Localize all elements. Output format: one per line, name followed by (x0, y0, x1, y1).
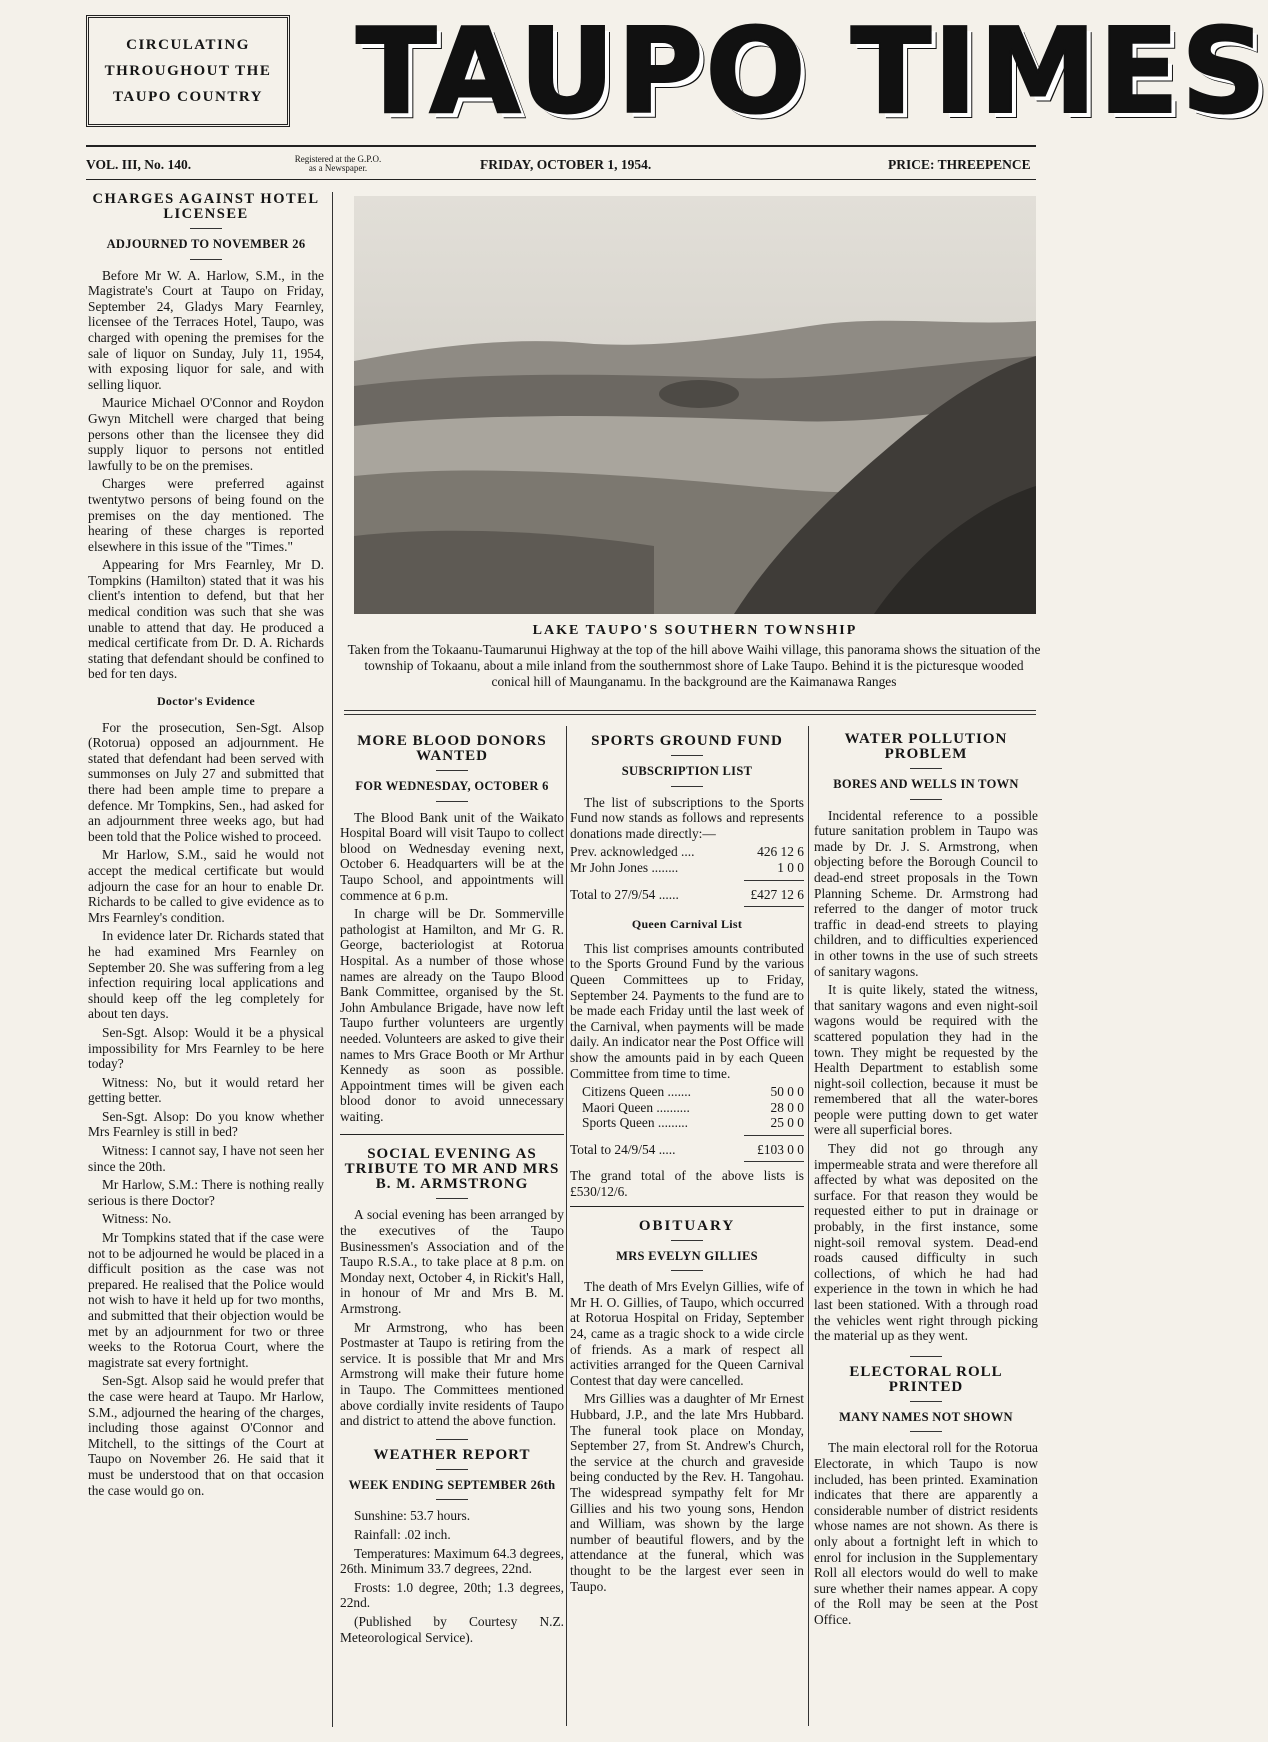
blood-donors-subheadline: FOR WEDNESDAY, OCTOBER 6 (355, 779, 549, 793)
table-row (570, 1142, 804, 1158)
charges-paragraph: Maurice Michael O'Connor and Roydon Gwyn Mitchell were charged that being persons other than the licensee they did supply liquor to persons not entitled lawfully to be on the premises. (88, 395, 324, 473)
queen-amount: 25 0 0 (770, 1115, 804, 1131)
weather-rainfall: Rainfall: .02 inch. (354, 1526, 451, 1542)
divider (910, 768, 942, 769)
divider (910, 799, 942, 800)
table-row (582, 1084, 804, 1100)
charges-paragraph: Sen-Sgt. Alsop: Would it be a physical impossibility for Mrs Fearnley to be here today? (88, 1024, 324, 1072)
divider (671, 1240, 703, 1241)
water-pollution-paragraph: It is quite likely, stated the witness, that sanitary wagons and even night-soil wagons would be required with the scattered population they had in the town. They might be requested by the Health Department to establish some night-soil collection, because it must be remembered that all the water-bores people were putting down to get water were all superficial bores. (814, 982, 1038, 1138)
obituary-subheadline: MRS EVELYN GILLIES (616, 1248, 758, 1263)
charges-paragraph: Witness: No. (102, 1211, 172, 1227)
article-charges (88, 192, 324, 1724)
column-rule (566, 726, 567, 1726)
subscription-label: Prev. acknowledged .... (570, 844, 695, 860)
table-row (570, 844, 804, 860)
table-row (570, 860, 804, 876)
charges-paragraph: Witness: No, but it would retard her getting better. (88, 1074, 324, 1106)
queen-amount: 50 0 0 (770, 1084, 804, 1100)
subscription-total (570, 887, 804, 903)
weather-report-headline: WEATHER REPORT (373, 1446, 531, 1463)
charges-paragraph: Witness: I cannot say, I have not seen her since the 20th. (88, 1143, 324, 1174)
blood-donors-headline: MORE BLOOD DONORS WANTED (357, 733, 547, 764)
table-row (582, 1100, 804, 1116)
column-water-electoral (814, 732, 1038, 1724)
total-divider (744, 880, 804, 881)
queen-carnival-paragraph: This list comprises amounts contributed to the Sports Ground Fund by the various Queen Committees up to Friday, September 24. Payments to the fund are to be made each Friday until the last week of the Carnival, when payments will be made daily. An indicator near the Post Office will show the amounts paid in by each Queen Committee from time to time. (570, 940, 804, 1081)
divider (436, 1439, 468, 1440)
obituary-headline: OBITUARY (638, 1217, 736, 1234)
registration-note (268, 155, 408, 173)
weather-temperatures: Temperatures: Maximum 64.3 degrees, 26th. Minimum 33.7 degrees, 22nd. (340, 1545, 564, 1577)
queen-table (582, 1084, 804, 1131)
section-rule (570, 1206, 804, 1207)
lake-taupo-photo (354, 196, 1036, 614)
photo-headline: LAKE TAUPO'S SOUTHERN TOWNSHIP (532, 623, 858, 638)
charges-headline: CHARGES AGAINST HOTEL LICENSEE (92, 191, 320, 222)
divider (436, 801, 468, 802)
masthead-rule-top (86, 145, 1036, 147)
water-pollution-headline: WATER POLLUTION PROBLEM (844, 731, 1008, 762)
charges-paragraph: Before Mr W. A. Harlow, S.M., in the Magistrate's Court at Taupo on Friday, September 24, Gladys Mary Fearnley, licensee of the Terraces Hotel, Taupo, was charged with opening the premises for the sale of liquor on Sunday, July 11, 1954, with exposing liquor for sale, and with selling liquor. (88, 267, 324, 392)
queen-label: Sports Queen ......... (582, 1115, 689, 1131)
charges-paragraph: Mr Harlow, S.M.: There is nothing really serious is there Doctor? (88, 1177, 324, 1208)
divider (671, 786, 703, 787)
subscription-total-label: Total to 27/9/54 ...... (570, 886, 679, 902)
dateline-rule (86, 179, 1036, 180)
obituary-paragraph: Mrs Gillies was a daughter of Mr Ernest Hubbard, J.P., and the late Mrs Hubbard. The funeral took place on Monday, September 27, from St. Andrew's Church, the service at the church and graveside being conducted by the Rev. H. Tangohau. The widespread sympathy felt for Mr Gillies and his two young sons, Hendon and William, was shown by the large number of beautiful flowers, and by the attendance at the funeral, which was thought to be the largest ever seen in Taupo. (570, 1391, 804, 1594)
column-blood-social-weather (340, 734, 564, 1724)
column-sports-obituary (570, 734, 804, 1724)
charges-paragraph: Sen-Sgt. Alsop: Do you know whether Mrs Fearnley is still in bed? (88, 1108, 324, 1140)
volume-number: VOL. III, No. 140. (86, 157, 192, 172)
electoral-roll-headline: ELECTORAL ROLL PRINTED (849, 1363, 1003, 1395)
queen-label: Citizens Queen ....... (582, 1084, 691, 1100)
masthead-title: TAUPO TIMES (356, 2, 1268, 140)
water-pollution-paragraph: They did not go through any impermeable strata and were therefore all affected by what was deposited on the surface. For that reason they would be requested either to put in drainage or probably, in the first instance, some night-soil removal system. Dead-end roads caused difficulty in such collections, of which he had had experience in the town in which he had last been stationed. With a through road the vehicles went right through picking the material up as they went. (814, 1141, 1038, 1344)
subscription-amount: 1 0 0 (777, 859, 804, 875)
blood-donors-paragraph: In charge will be Dr. Sommerville pathologist at Hamilton, and Mr G. R. George, bacteriologist at Rotorua Hospital. As a number of those whose names are already on the Taupo Blood Bank Committee, organised by the St. John Ambulance Brigade, have now left Taupo further volunteers are urgently needed. Volunteers are asked to give their names to Mrs Grace Booth or Mr Arthur Kennedy as soon as possible. Appointment times will be given each blood donor to avoid unnecessary waiting. (340, 906, 564, 1124)
divider (436, 1198, 468, 1199)
weather-credit: (Published by Courtesy N.Z. Meteorological Service). (340, 1613, 564, 1645)
sports-fund-subheadline: SUBSCRIPTION LIST (621, 764, 753, 778)
photo-caption: Taken from the Tokaanu-Taumarunui Highway at the top of the hill above Waihi village, this panorama shows the situation of the township of Tokaanu, about a mile inland from the southernmost shore of Lake Taupo. Behind it is the picturesque wooded conical hill of Maunganamu. In the background are the Kaimanawa Ranges (347, 642, 1041, 689)
sports-fund-headline: SPORTS GROUND FUND (591, 733, 783, 749)
sports-fund-intro: The list of subscriptions to the Sports Fund now stands as follows and represents donations made directly:— (570, 794, 804, 841)
obituary-paragraph: The death of Mrs Evelyn Gillies, wife of Mr H. O. Gillies, of Taupo, which occurred at Rotorua Hospital on Friday, September 24, came as a tragic shock to a wide circle of friends. As a mark of respect all activities arranged for the Queen Carnival Contest that day were cancelled. (570, 1279, 804, 1388)
section-rule (340, 1134, 564, 1135)
water-pollution-subheadline: BORES AND WELLS IN TOWN (833, 777, 1019, 791)
queen-carnival-subhead: Queen Carnival List (631, 917, 743, 932)
divider (910, 1431, 942, 1432)
blood-donors-paragraph: The Blood Bank unit of the Waikato Hospital Board will visit Taupo to collect blood on Wednesday evening next, October 6. Headquarters will be at the Taupo School, and appointments will commence at 6 p.m. (340, 809, 564, 903)
circulation-line-3: TAUPO COUNTRY (113, 88, 263, 105)
column-rule (332, 192, 333, 1727)
queen-label: Maori Queen .......... (582, 1099, 690, 1115)
subscription-amount: 426 12 6 (757, 844, 804, 860)
registration-line-2: as a Newspaper. (308, 163, 368, 173)
electoral-roll-subheadline: MANY NAMES NOT SHOWN (839, 1409, 1013, 1424)
table-row (570, 887, 804, 903)
divider (910, 1401, 942, 1402)
divider (436, 770, 468, 771)
circulation-line-2: THROUGHOUT THE (104, 62, 272, 79)
divider (910, 1356, 942, 1357)
subscription-label: Mr John Jones ........ (570, 859, 679, 875)
charges-paragraph: Mr Harlow, S.M., said he would not accept the medical certificate but would adjourn the case for an hour to enable Dr. Richards to be called to give evidence as to Mrs Fearnley's condition. (88, 847, 324, 925)
queen-amount: 28 0 0 (770, 1099, 804, 1115)
social-evening-paragraph: A social evening has been arranged by the executives of the Taupo Businessmen's Association and of the Taupo R.S.A., to take place at 8 p.m. on Monday next, October 4, in Rickit's Hall, in honour of Mr and Mrs B. M. Armstrong. (340, 1207, 564, 1317)
circulation-line-1: CIRCULATING (126, 36, 250, 53)
social-evening-headline: SOCIAL EVENING AS TRIBUTE TO MR AND MRS B. M. ARMSTRONG (344, 1146, 560, 1193)
queen-total-label: Total to 24/9/54 ..... (570, 1141, 676, 1157)
charges-paragraph: Appearing for Mrs Fearnley, Mr D. Tompkins (Hamilton) stated that it was his client's intention to defend, but that her medical condition was such that she was unable to attend that day. He produced a medical certificate from Dr. D. A. Richards stating that defendant should be confined to bed for ten days. (88, 557, 324, 682)
column-rule (808, 726, 809, 1726)
subscription-table (570, 844, 804, 875)
table-row (582, 1115, 804, 1131)
social-evening-paragraph: Mr Armstrong, who has been Postmaster at Taupo is retiring from the service. It is possible that Mr and Mrs Armstrong will make their future home in Taupo. The Committees mentioned above cordially invite residents of Taupo and district to attend the above function. (340, 1319, 564, 1429)
weather-sunshine: Sunshine: 53.7 hours. (354, 1508, 471, 1524)
registration-line-1: Registered at the G.P.O. (294, 154, 382, 164)
total-divider (744, 1135, 804, 1136)
divider (671, 1270, 703, 1271)
weather-report-subheadline: WEEK ENDING SEPTEMBER 26th (348, 1477, 556, 1492)
issue-date: FRIDAY, OCTOBER 1, 1954. (480, 157, 652, 172)
divider (436, 1469, 468, 1470)
electoral-roll-paragraph: The main electoral roll for the Rotorua Electorate, in which Taupo is now included, has been printed. Examination indicates that there are apparently a considerable number of district residents whose names are not shown. As there is only about a fortnight left in which to enrol for inclusion in the Supplementary Roll all electors would do well to make sure whether their names appear. A copy of the Roll may be seen at the Post Office. (814, 1440, 1038, 1627)
total-divider (744, 906, 804, 907)
water-pollution-paragraph: Incidental reference to a possible future sanitation problem in Taupo was made by Dr. J. S. Armstrong, when objecting before the Borough Council to dead-end street proposals in the Town Planning Scheme. Dr. Armstrong had referred to the danger of motor truck traffic in dead-end streets to playing children, and to difficulties experienced in other towns in the use of such streets of sanitary wagons. (814, 807, 1038, 979)
price: PRICE: THREEPENCE (888, 157, 1031, 172)
charges-paragraph: For the prosecution, Sen-Sgt. Alsop (Rotorua) opposed an adjournment. He stated that defendant had been served with summonses on July 27 and submitted that there had been ample time to prepare a defence. Mr Tompkins, Sen., had asked for an adjournment three weeks ago, but had been told that the Police wished to proceed. (88, 719, 324, 844)
divider (436, 1499, 468, 1500)
total-divider (744, 1161, 804, 1162)
queen-total (570, 1142, 804, 1158)
landscape-illustration (354, 196, 1036, 614)
charges-subhead-doctors-evidence: Doctor's Evidence (156, 694, 256, 709)
divider (190, 259, 222, 260)
queen-total-amount: £103 0 0 (757, 1141, 804, 1157)
grand-total: The grand total of the above lists is £530/12/6. (570, 1168, 804, 1200)
circulation-box (86, 15, 290, 127)
divider (190, 228, 222, 229)
subscription-total-amount: £427 12 6 (750, 886, 804, 902)
weather-frosts: Frosts: 1.0 degree, 20th; 1.3 degrees, 22nd. (340, 1579, 564, 1611)
charges-subheadline: ADJOURNED TO NOVEMBER 26 (106, 237, 306, 251)
charges-paragraph: Charges were preferred against twentytwo persons of being found on the premises on the day mentioned. The hearing of these charges is reported elsewhere in this issue of the "Times." (88, 476, 324, 554)
charges-paragraph: In evidence later Dr. Richards stated that he had examined Mrs Fearnley on September 20. She was suffering from a leg infection requiring local applications and should keep off the leg completely for about ten days. (88, 928, 324, 1022)
charges-paragraph: Sen-Sgt. Alsop said he would prefer that the case were heard at Taupo. Mr Harlow, S.M., adjourned the hearing of the charges, including those against O'Connor and Mitchell, to the sittings of the Court at Taupo on November 26. He said that it must be understood that on that occasion the case would go on. (88, 1373, 324, 1498)
divider (671, 755, 703, 756)
charges-paragraph: Mr Tompkins stated that if the case were not to be adjourned he would be placed in a difficult position as the case was not prepared. He realised that the Police would not wish to have it held up for two months, and submitted that their objection would be met by an adjournment for two or three weeks to the Rotorua Court, where the magistrate sat every fortnight. (88, 1230, 324, 1370)
photo-bottom-rule (344, 710, 1036, 715)
